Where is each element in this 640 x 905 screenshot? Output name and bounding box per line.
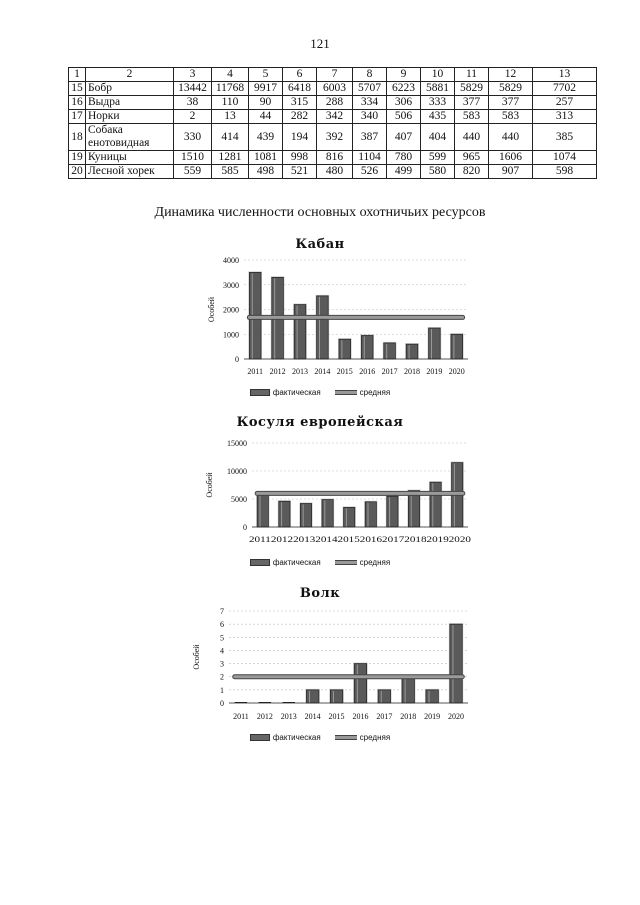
y-axis-label: Особей xyxy=(207,296,216,323)
y-tick-label: 5 xyxy=(220,633,224,643)
table-cell: 313 xyxy=(533,110,597,124)
table-cell: 330 xyxy=(174,124,212,151)
chart-volk xyxy=(0,602,640,730)
legend-bar-swatch xyxy=(250,734,270,741)
table-header-cell: 5 xyxy=(249,68,283,82)
legend-label: средняя xyxy=(359,558,391,567)
table-cell: 282 xyxy=(283,110,317,124)
table-cell: 585 xyxy=(212,165,249,179)
table-cell: 385 xyxy=(533,124,597,151)
table-header-cell: 8 xyxy=(353,68,387,82)
table-header-cell: 4 xyxy=(212,68,249,82)
y-tick-label: 4 xyxy=(220,646,224,656)
x-tick-label: 2016 xyxy=(352,712,369,721)
table-cell: 194 xyxy=(283,124,317,151)
chart-title-kosulya: Косуля европейская xyxy=(236,415,404,430)
y-axis-label: Особей xyxy=(192,644,201,670)
y-tick-label: 3 xyxy=(220,659,224,669)
y-tick-label: 10000 xyxy=(227,467,247,476)
x-tick-label: 2018 xyxy=(400,712,417,721)
bar xyxy=(430,482,441,527)
table-cell: 5829 xyxy=(455,82,489,96)
table-cell: 583 xyxy=(455,110,489,124)
table-cell: 499 xyxy=(387,165,421,179)
table-header-row xyxy=(69,68,597,82)
table-header-cell: 10 xyxy=(421,68,455,82)
table-cell: 13 xyxy=(212,110,249,124)
species-name: Выдра xyxy=(86,96,174,110)
legend-item-actual xyxy=(250,388,321,397)
table-cell: 414 xyxy=(212,124,249,151)
x-tick-label: 2019 xyxy=(426,367,443,376)
x-tick-labels: 2011201220132014201520162017201820192020 xyxy=(249,534,471,544)
bar xyxy=(429,328,441,359)
table-cell: 315 xyxy=(283,96,317,110)
y-tick-label: 5000 xyxy=(231,495,247,504)
bar xyxy=(408,491,419,527)
x-tick-label: 2011 xyxy=(247,367,264,376)
legend-line-swatch xyxy=(335,735,357,740)
table-cell: 580 xyxy=(421,165,455,179)
y-tick-label: 0 xyxy=(235,355,239,364)
table-cell: 90 xyxy=(249,96,283,110)
table-cell: 1281 xyxy=(212,151,249,165)
bar xyxy=(451,334,463,359)
legend-item-actual xyxy=(250,733,321,742)
legend-label: фактическая xyxy=(272,558,321,567)
table-cell: 13442 xyxy=(174,82,212,96)
legend-item-average xyxy=(335,388,390,397)
table-cell: 5707 xyxy=(353,82,387,96)
row-number: 15 xyxy=(69,82,86,96)
bar xyxy=(300,503,311,527)
y-tick-label: 6 xyxy=(220,620,224,630)
row-number: 17 xyxy=(69,110,86,124)
table-cell: 38 xyxy=(174,96,212,110)
table-cell: 306 xyxy=(387,96,421,110)
table-cell: 998 xyxy=(283,151,317,165)
bar xyxy=(257,495,268,527)
legend-label: фактическая xyxy=(272,733,321,742)
table-cell: 7702 xyxy=(533,82,597,96)
y-tick-label: 1 xyxy=(220,685,224,695)
bar xyxy=(322,500,333,527)
table-cell: 334 xyxy=(353,96,387,110)
x-tick-label: 2017 xyxy=(376,712,393,721)
table-cell: 11768 xyxy=(212,82,249,96)
table-row xyxy=(69,151,597,165)
species-name: Лесной хорек xyxy=(86,165,174,179)
chart-title-volk: Волк xyxy=(299,586,341,601)
species-name: Собака енотовидная xyxy=(86,124,174,151)
y-tick-label: 0 xyxy=(220,699,224,708)
y-tick-label: 2000 xyxy=(223,305,239,315)
bar xyxy=(378,690,390,703)
table-cell: 965 xyxy=(455,151,489,165)
legend-line-swatch xyxy=(335,390,357,395)
legend-label: средняя xyxy=(359,388,391,397)
legend-item-actual xyxy=(250,558,321,567)
legend-bar-swatch xyxy=(250,389,270,396)
table-row xyxy=(69,96,597,110)
y-tick-label: 4000 xyxy=(223,256,239,265)
legend-item-average xyxy=(335,558,390,567)
bar xyxy=(317,296,329,359)
section-title: Динамика численности основных охотничьих ресурсов xyxy=(154,205,486,220)
bar xyxy=(402,677,414,703)
data-table xyxy=(68,67,597,179)
chart-kaban xyxy=(0,250,640,380)
table-cell: 377 xyxy=(489,96,533,110)
y-tick-label: 3000 xyxy=(223,280,239,290)
table-cell: 1081 xyxy=(249,151,283,165)
row-number: 20 xyxy=(69,165,86,179)
x-tick-label: 2011 xyxy=(233,712,249,721)
table-cell: 559 xyxy=(174,165,212,179)
y-tick-label: 1000 xyxy=(223,330,239,340)
bar xyxy=(384,343,396,359)
table-cell: 1104 xyxy=(353,151,387,165)
bar xyxy=(339,339,351,359)
table-cell: 44 xyxy=(249,110,283,124)
table-row xyxy=(69,82,597,96)
legend-kosulya xyxy=(0,558,640,567)
bar xyxy=(406,344,418,359)
table-cell: 440 xyxy=(489,124,533,151)
table-cell: 439 xyxy=(249,124,283,151)
table-header-cell: 3 xyxy=(174,68,212,82)
x-tick-label: 2020 xyxy=(448,712,465,721)
legend-volk xyxy=(0,733,640,742)
table-header-cell: 6 xyxy=(283,68,317,82)
bar xyxy=(365,502,376,527)
x-tick-label: 2019 xyxy=(424,712,441,721)
x-tick-label: 2016 xyxy=(359,367,376,376)
chart-kosulya xyxy=(0,432,640,552)
table-cell: 392 xyxy=(317,124,353,151)
table-header-cell: 7 xyxy=(317,68,353,82)
table-header-cell: 11 xyxy=(455,68,489,82)
table-cell: 780 xyxy=(387,151,421,165)
table-cell: 6003 xyxy=(317,82,353,96)
bar xyxy=(361,335,373,359)
table-cell: 526 xyxy=(353,165,387,179)
bar xyxy=(344,507,355,527)
x-tick-label: 2012 xyxy=(269,367,286,376)
table-row xyxy=(69,124,597,151)
table-cell: 6223 xyxy=(387,82,421,96)
table-cell: 6418 xyxy=(283,82,317,96)
species-name: Норки xyxy=(86,110,174,124)
table-row xyxy=(69,110,597,124)
table-cell: 288 xyxy=(317,96,353,110)
table-header-cell: 9 xyxy=(387,68,421,82)
table-cell: 816 xyxy=(317,151,353,165)
bar xyxy=(306,690,318,703)
table-cell: 404 xyxy=(421,124,455,151)
x-tick-label: 2012 xyxy=(256,712,273,721)
bar xyxy=(330,690,342,703)
legend-line-swatch xyxy=(335,560,357,565)
y-tick-label: 7 xyxy=(220,607,224,616)
table-header-cell: 13 xyxy=(533,68,597,82)
table-cell: 440 xyxy=(455,124,489,151)
x-tick-label: 2020 xyxy=(448,367,465,376)
page-number: 121 xyxy=(310,36,330,51)
table-cell: 110 xyxy=(212,96,249,110)
table-cell: 498 xyxy=(249,165,283,179)
bar xyxy=(354,664,366,703)
bar xyxy=(450,624,462,703)
table-cell: 333 xyxy=(421,96,455,110)
x-tick-label: 2017 xyxy=(381,367,398,376)
table-cell: 2 xyxy=(174,110,212,124)
table-cell: 342 xyxy=(317,110,353,124)
x-tick-label: 2018 xyxy=(404,367,420,376)
y-tick-label: 15000 xyxy=(227,439,247,448)
table-cell: 5829 xyxy=(489,82,533,96)
table-cell: 506 xyxy=(387,110,421,124)
legend-label: средняя xyxy=(359,733,391,742)
bar xyxy=(279,501,290,527)
table-cell: 377 xyxy=(455,96,489,110)
legend-bar-swatch xyxy=(250,559,270,566)
table-cell: 5881 xyxy=(421,82,455,96)
x-tick-label: 2014 xyxy=(314,367,331,376)
table-cell: 820 xyxy=(455,165,489,179)
table-cell: 1606 xyxy=(489,151,533,165)
bar xyxy=(426,690,438,703)
y-tick-label: 2 xyxy=(220,672,224,682)
table-cell: 435 xyxy=(421,110,455,124)
table-cell: 9917 xyxy=(249,82,283,96)
x-tick-label: 2015 xyxy=(336,367,353,376)
table-cell: 1074 xyxy=(533,151,597,165)
table-cell: 480 xyxy=(317,165,353,179)
legend-item-average xyxy=(335,733,390,742)
table-header-cell: 2 xyxy=(86,68,174,82)
x-tick-label: 2013 xyxy=(292,367,308,376)
table-cell: 598 xyxy=(533,165,597,179)
bar xyxy=(294,305,306,359)
row-number: 16 xyxy=(69,96,86,110)
x-tick-label: 2015 xyxy=(328,712,345,721)
legend-label: фактическая xyxy=(272,388,321,397)
x-tick-label: 2013 xyxy=(280,712,297,721)
table-cell: 599 xyxy=(421,151,455,165)
species-name: Куницы xyxy=(86,151,174,165)
table-row xyxy=(69,165,597,179)
table-cell: 521 xyxy=(283,165,317,179)
table-header-cell: 12 xyxy=(489,68,533,82)
table-cell: 907 xyxy=(489,165,533,179)
table-header-cell: 1 xyxy=(69,68,86,82)
table-cell: 387 xyxy=(353,124,387,151)
table-cell: 1510 xyxy=(174,151,212,165)
row-number: 19 xyxy=(69,151,86,165)
table-cell: 583 xyxy=(489,110,533,124)
bar xyxy=(387,496,398,527)
chart-title-kaban: Кабан xyxy=(295,237,345,252)
table-cell: 407 xyxy=(387,124,421,151)
x-tick-label: 2014 xyxy=(304,712,321,721)
y-axis-label: Особей xyxy=(205,472,214,498)
y-tick-label: 0 xyxy=(243,523,247,532)
species-name: Бобр xyxy=(86,82,174,96)
row-number: 18 xyxy=(69,124,86,151)
table-cell: 257 xyxy=(533,96,597,110)
legend-kaban xyxy=(0,388,640,397)
table-cell: 340 xyxy=(353,110,387,124)
